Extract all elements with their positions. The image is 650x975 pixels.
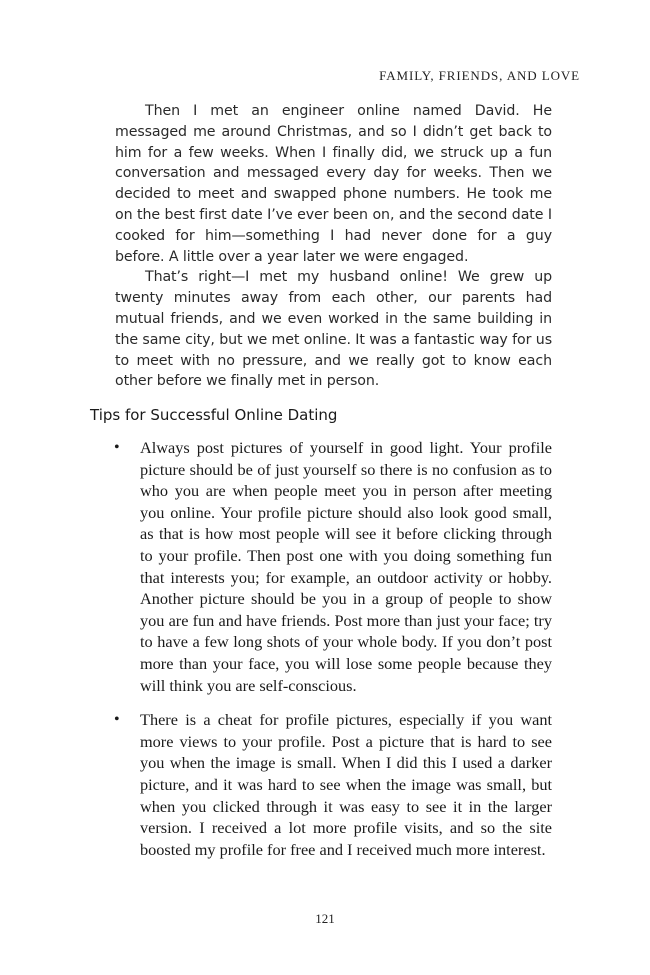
- tip-text: Always post pictures of yourself in good light. Your profile picture should be of just yourself so there is no confusion as to who you are when people meet you in person after meeting you online. Your profile picture should also look good small, as that is how most people will see it before clicking through to your profile. Then post one with you doing something fun that interests you; for example, an outdoor activity or hobby. Another picture should be you in a group of people to show you are fun and have friends. Post more than just your face; try to have a few long shots of your whole body. If you don’t post more than your face, you will lose some people because they will think you are self-conscious.: [140, 438, 552, 695]
- list-item: [110, 437, 552, 696]
- running-head: FAMILY, FRIENDS, AND LOVE: [379, 68, 580, 83]
- page-number: 121: [315, 911, 335, 926]
- tip-text: There is a cheat for profile pictures, especially if you want more views to your profile. Post a picture that is hard to see you when the image is small. When I did this I used a darker picture, and it was hard to see when the image was small, but when you clicked through it was easy to see it in the larger version. I received a lot more profile visits, and so the site boosted my profile for free and I received much more interest.: [140, 710, 552, 859]
- paragraph: Then I met an engineer online named David. He messaged me around Christmas, and so I didn’t get back to him for a few weeks. When I finally did, we struck up a fun conversation and messaged every day for weeks. Then we decided to meet and swapped phone numbers. He took me on the best first date I’ve ever been on, and the second date I cooked for him—something I had never done for a guy before. A little over a year later we were engaged.: [115, 103, 552, 265]
- bullet-icon: •: [114, 711, 120, 729]
- section-heading: Tips for Successful Online Dating: [90, 406, 338, 424]
- tips-list: [110, 437, 552, 873]
- bullet-icon: •: [114, 439, 120, 456]
- list-item: [110, 709, 552, 860]
- paragraph: That’s right—I met my husband online! We grew up twenty minutes away from each other, our parents had mutual friends, and we even worked in the same building in the same city, but we met online. It was a fantastic way for us to meet with no pressure, and we really got to know each other before we finally met in person.: [115, 269, 552, 390]
- body-text: [115, 101, 552, 392]
